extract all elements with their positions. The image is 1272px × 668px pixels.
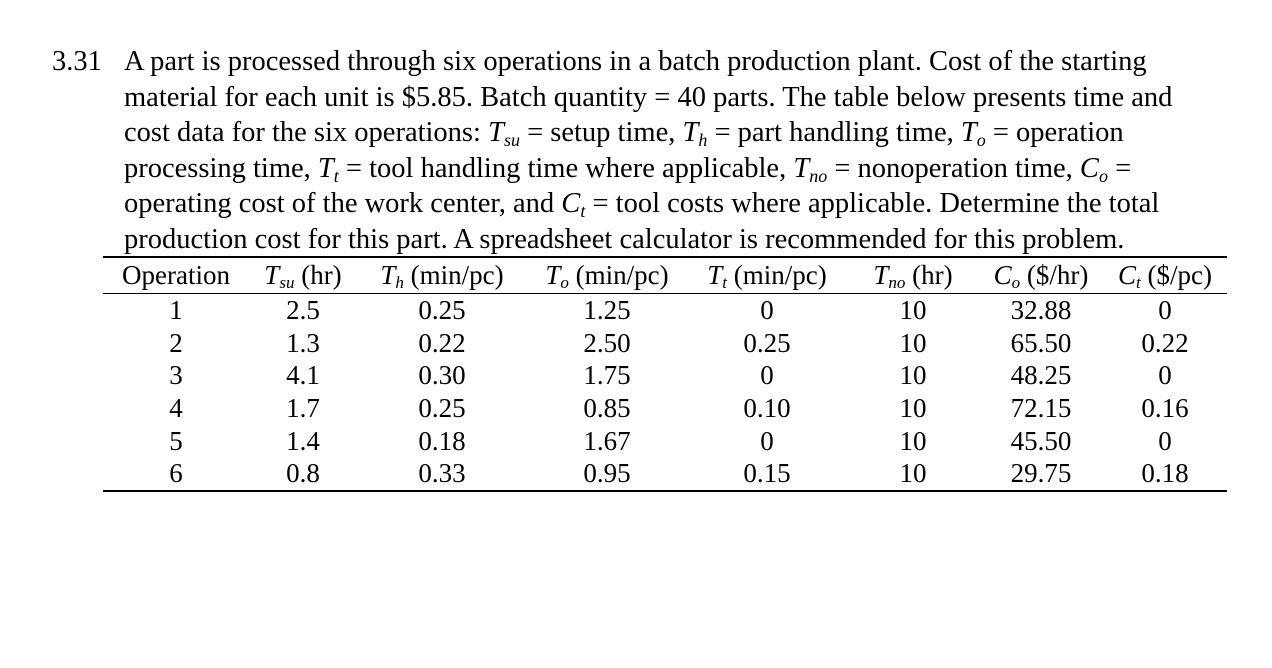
table-cell: 1.25 [583,295,631,326]
problem-text-line [124,80,1224,116]
variable-subscript: su [279,273,295,292]
table-cell: 0.30 [418,360,466,391]
table-cell: 0.25 [418,393,466,424]
problem-text-line [124,222,1224,258]
column-header [687,257,847,294]
column-header [357,257,527,294]
column-header-symbol [873,260,905,290]
table-cell: 0.85 [583,393,631,424]
column-header [103,257,249,294]
text-run: = part handling time, [707,117,961,149]
text-run: = tool handling time where applicable, [338,152,794,184]
column-header [527,257,687,294]
problem-text-line [124,186,1224,222]
table-cell: 0 [760,295,774,326]
variable-symbol [561,188,586,222]
text-run: = tool costs where applicable. Determine the total [585,188,1160,220]
table-cell: 10 [847,457,979,491]
column-header [847,257,979,294]
text-run: A part is processed through six operations in a batch production plant. Cost of the starting [124,46,1147,77]
table-cell: 65.50 [1010,327,1072,358]
table-cell: 0.95 [527,457,687,491]
column-header-unit: ($/pc) [1140,260,1212,290]
problem-text-line [124,151,1224,187]
table-cell: 1.67 [583,425,631,456]
column-header-unit: (min/pc) [403,260,504,290]
table-cell: 0.10 [743,393,791,424]
variable-base: T [488,117,504,149]
text-run: production cost for this part. A spreadsheet calculator is recommended for this problem. [124,223,1125,255]
column-header-symbol [994,260,1021,290]
variable-base: T [264,260,280,290]
problem-text [124,44,1224,258]
variable-symbol [793,153,827,184]
variable-base: T [960,117,977,149]
problem-text-line [124,115,1224,151]
table-cell: 0.8 [249,457,357,491]
column-header [979,257,1103,294]
column-header-unit: ($/hr) [1020,260,1089,290]
column-header-symbol [545,260,569,290]
variable-subscript: t [580,201,586,222]
table-row [103,424,1227,457]
variable-base: T [707,260,723,290]
table-cell: 1.75 [583,360,631,391]
table-cell: 0.25 [743,327,791,358]
text-run: cost data for the six operations: [124,117,489,149]
variable-base: C [993,260,1012,290]
variable-base: T [793,152,810,184]
table-cell: 5 [169,425,183,456]
table-row [103,294,1227,327]
table-cell: 1.4 [286,425,320,456]
table-cell: 0.22 [1141,327,1189,358]
variable-base: T [380,260,396,290]
column-header [249,257,357,294]
table-row [103,359,1227,392]
variable-subscript: no [809,165,828,186]
variable-base: C [561,188,581,220]
table-cell: 0.22 [418,327,466,358]
table-cell: 0.33 [357,457,527,491]
variable-base: C [1079,152,1099,184]
table-cell: 4.1 [286,360,320,391]
table-cell: 1 [169,295,183,326]
table-cell: 6 [103,457,249,491]
variable-subscript: no [888,273,906,292]
table-cell: 48.25 [1010,360,1072,391]
table-cell: 0.18 [1103,457,1227,491]
variable-subscript: t [1136,273,1141,292]
variable-symbol [960,117,986,151]
table-cell: 0 [760,360,774,391]
table-cell: 45.50 [1010,425,1072,456]
variable-subscript: t [722,273,728,292]
variable-subscript: o [560,273,569,292]
column-header-symbol [707,260,727,290]
column-header-unit: (hr) [905,260,953,290]
variable-subscript: h [698,130,708,151]
table-cell: 10 [899,393,927,424]
text-run: processing time, [124,152,318,184]
text-run: operating cost of the work center, and [124,188,562,220]
variable-base: T [545,260,561,290]
column-header-unit: (min/pc) [568,260,669,290]
table-cell: 2.5 [286,295,320,326]
variable-base: C [1118,260,1137,290]
column-header-symbol [380,260,404,290]
table-cell: 0.15 [687,457,847,491]
variable-subscript: su [503,130,520,151]
table-cell: 3 [169,360,183,391]
table-cell: 0 [1158,425,1172,456]
variable-subscript: o [976,130,986,151]
problem-text-line [124,44,1224,80]
variable-symbol [1080,153,1108,184]
column-header-symbol [1118,260,1141,290]
table-cell: 1.3 [286,327,320,358]
column-header [1103,257,1227,294]
table-cell: 0.16 [1141,393,1189,424]
table-cell: 0 [1158,360,1172,391]
table-cell: 0.25 [418,295,466,326]
table-cell: 32.88 [1010,295,1072,326]
table-cell: 0.18 [418,425,466,456]
variable-subscript: o [1098,165,1108,186]
table-cell: 1.7 [286,393,320,424]
variable-symbol [488,117,520,151]
table-cell: 10 [899,327,927,358]
column-header-unit: (min/pc) [727,260,827,290]
variable-base: T [317,152,334,184]
table-cell: 2 [169,327,183,358]
text-run: material for each unit is $5.85. Batch quantity = 40 parts. The table below presents time and [124,81,1173,113]
table-cell: 2.50 [583,327,631,358]
table-cell: 72.15 [1010,393,1072,424]
table-cell: 0 [1158,295,1172,326]
table-row [103,457,1227,491]
text-run: = nonoperation time, [827,152,1080,184]
table-cell: 0 [760,425,774,456]
variable-base: T [682,117,699,149]
text-run: = [1107,152,1132,184]
variable-symbol [318,153,339,184]
column-header-label: Operation [122,260,230,290]
variable-base: T [873,260,889,290]
table-cell: 29.75 [979,457,1103,491]
column-header-symbol [264,260,294,290]
table-row [103,327,1227,360]
operations-data-table [103,256,1227,492]
text-run: = operation [985,117,1124,149]
column-header-unit: (hr) [294,260,342,290]
table-row [103,392,1227,425]
variable-subscript: t [333,165,339,186]
variable-subscript: o [1011,273,1021,292]
table-cell: 4 [169,393,183,424]
variable-symbol [682,117,708,151]
table-cell: 10 [899,360,927,391]
table-body [103,294,1227,491]
table-cell: 10 [899,295,927,326]
table-header-row [103,257,1227,294]
table-cell: 10 [899,425,927,456]
variable-subscript: h [395,273,404,292]
text-run: = setup time, [519,117,683,149]
problem-number: 3.31 [52,46,102,77]
